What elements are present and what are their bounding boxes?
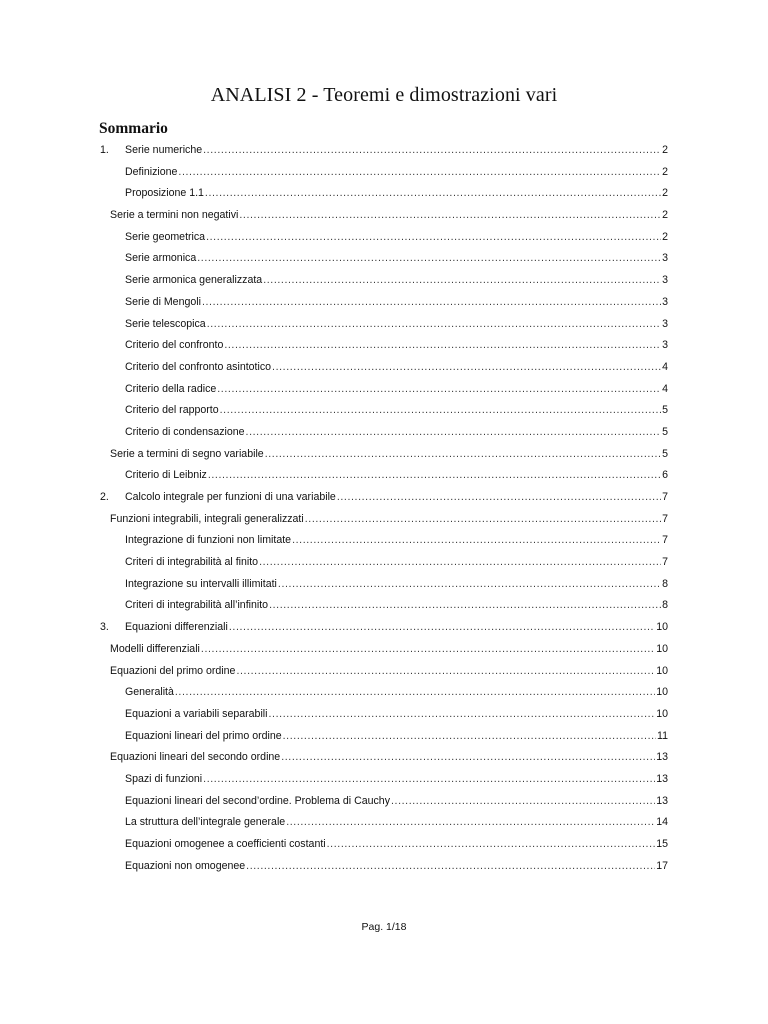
dot-leader (205, 187, 661, 199)
toc-entry-page[interactable]: 2 (662, 144, 668, 156)
toc-entry[interactable] (0, 747, 668, 769)
dot-leader (391, 795, 655, 807)
dot-leader (269, 599, 661, 611)
dot-leader (178, 166, 661, 178)
toc-entry[interactable] (0, 335, 668, 357)
toc-entry-title[interactable]: Serie di Mengoli (125, 295, 201, 308)
toc-entry[interactable] (0, 422, 668, 444)
toc-entry[interactable] (0, 314, 668, 336)
dot-leader (236, 665, 655, 677)
toc-entry-title[interactable]: Funzioni integrabili, integrali generalizzati (110, 512, 304, 525)
toc-entry[interactable] (0, 444, 668, 466)
toc-entry-page[interactable]: 5 (662, 425, 668, 438)
toc-entry-number: 3. (100, 621, 109, 634)
toc-entry-title[interactable]: Serie a termini non negativi (110, 209, 239, 222)
toc-entry-page[interactable]: 10 (656, 664, 668, 677)
toc-entry-title[interactable]: Equazioni non omogenee (125, 859, 246, 872)
toc-entry-title[interactable]: Criterio della radice (125, 382, 217, 395)
toc-entry-title[interactable]: Criteri di integrabilità al finito (125, 556, 259, 569)
dot-leader (283, 730, 656, 742)
document-title: ANALISI 2 - Teoremi e dimostrazioni vari (210, 84, 558, 106)
toc-entry-page[interactable]: 11 (657, 729, 668, 742)
dot-leader (292, 534, 661, 546)
toc-entry-page[interactable]: 2 (662, 165, 668, 178)
toc-entry-title[interactable]: Serie armonica generalizzata (125, 274, 263, 287)
toc-entry-page[interactable]: 8 (662, 577, 668, 590)
dot-leader (246, 860, 655, 872)
toc-entry-page[interactable]: 3 (662, 339, 668, 352)
dot-leader (208, 469, 661, 481)
toc-entry-page[interactable]: 7 (662, 512, 668, 525)
toc-entry-page[interactable]: 7 (662, 491, 668, 503)
toc-entry-page[interactable]: 2 (662, 230, 668, 243)
toc-entry-page[interactable]: 3 (662, 252, 668, 265)
toc-entry[interactable] (0, 856, 668, 878)
toc-entry-title[interactable]: Serie numeriche (125, 144, 203, 156)
toc-entry-page[interactable]: 10 (656, 621, 668, 634)
toc-entry[interactable] (0, 248, 668, 270)
toc-entry-page[interactable]: 5 (662, 404, 668, 417)
toc-entry-page[interactable]: 10 (656, 642, 668, 655)
dot-leader (337, 491, 661, 503)
toc-entry-title[interactable]: Equazioni del primo ordine (110, 664, 236, 677)
dot-leader (197, 252, 661, 264)
toc-entry-page[interactable]: 3 (662, 317, 668, 330)
dot-leader (202, 296, 661, 308)
toc-entry-page[interactable]: 13 (656, 772, 668, 785)
toc-entry[interactable] (0, 834, 668, 856)
toc-entry-page[interactable]: 5 (662, 447, 668, 460)
toc-entry[interactable] (0, 162, 668, 184)
dot-leader (269, 708, 656, 720)
toc-entry-title[interactable]: Generalità (125, 686, 174, 699)
toc-entry[interactable] (0, 769, 668, 791)
toc-entry-title[interactable]: Modelli differenziali (110, 642, 200, 655)
toc-entry-title[interactable]: Serie telescopica (125, 317, 206, 330)
toc-entry[interactable] (0, 509, 668, 531)
toc-entry[interactable] (0, 661, 668, 683)
toc-entry-page[interactable]: 2 (662, 209, 668, 222)
toc-entry[interactable] (0, 270, 668, 292)
toc-entry[interactable] (0, 726, 668, 748)
dot-leader (203, 144, 661, 156)
toc-entry-page[interactable]: 13 (656, 794, 668, 807)
dot-leader (220, 404, 661, 416)
toc-entry[interactable] (0, 487, 668, 509)
toc-entry[interactable] (0, 704, 668, 726)
table-of-contents (0, 140, 768, 877)
toc-entry-title[interactable]: Equazioni a variabili separabili (125, 707, 268, 720)
toc-entry-page[interactable]: 4 (662, 360, 668, 373)
toc-entry[interactable] (0, 140, 668, 162)
toc-entry-title[interactable]: Criterio di Leibniz (125, 469, 207, 482)
toc-entry-title[interactable]: Criterio del confronto asintotico (125, 360, 272, 373)
toc-entry-title[interactable]: Criterio del rapporto (125, 404, 219, 417)
toc-entry[interactable] (0, 812, 668, 834)
dot-leader (201, 643, 655, 655)
toc-entry-title[interactable]: Integrazione di funzioni non limitate (125, 534, 292, 547)
toc-entry-page[interactable]: 3 (662, 274, 668, 287)
toc-entry[interactable] (0, 639, 668, 661)
toc-entry[interactable] (0, 183, 668, 205)
toc-entry-page[interactable]: 10 (656, 707, 668, 720)
toc-entry-title[interactable]: Proposizione 1.1 (125, 187, 204, 200)
toc-entry[interactable] (0, 574, 668, 596)
toc-entry-title[interactable]: La struttura dell’integrale generale (125, 816, 286, 829)
toc-heading: Sommario (99, 120, 168, 137)
dot-leader (265, 448, 661, 460)
toc-entry[interactable] (0, 465, 668, 487)
toc-entry-title[interactable]: Equazioni lineari del secondo ordine (110, 751, 281, 764)
toc-entry-page[interactable]: 14 (656, 816, 668, 829)
toc-entry[interactable] (0, 205, 668, 227)
toc-entry[interactable] (0, 552, 668, 574)
dot-leader (229, 621, 655, 633)
dot-leader (263, 274, 661, 286)
toc-entry-title[interactable]: Serie armonica (125, 252, 197, 265)
toc-entry-title[interactable]: Spazi di funzioni (125, 772, 203, 785)
dot-leader (175, 686, 655, 698)
dot-leader (286, 816, 655, 828)
page-footer: Pag. 1/18 (361, 921, 407, 933)
toc-entry[interactable] (0, 379, 668, 401)
toc-entry-page[interactable]: 2 (662, 187, 668, 200)
toc-entry-title[interactable]: Equazioni lineari del primo ordine (125, 729, 282, 742)
toc-entry-page[interactable]: 15 (656, 838, 668, 850)
toc-entry[interactable] (0, 227, 668, 249)
toc-entry[interactable] (0, 400, 668, 422)
dot-leader (278, 578, 661, 590)
toc-entry[interactable] (0, 682, 668, 704)
toc-entry-number: 1. (100, 144, 109, 156)
toc-entry-title[interactable]: Criterio di condensazione (125, 425, 245, 438)
toc-entry-title[interactable]: Equazioni lineari del second’ordine. Problema di Cauchy (125, 794, 390, 807)
dot-leader (224, 339, 661, 351)
toc-entry-page[interactable]: 7 (662, 534, 668, 547)
toc-entry[interactable] (0, 292, 668, 314)
toc-entry[interactable] (0, 595, 668, 617)
toc-entry-title[interactable]: Integrazione su intervalli illimitati (125, 577, 277, 590)
toc-entry-title[interactable]: Definizione (125, 165, 178, 178)
dot-leader (281, 751, 655, 763)
toc-entry-title[interactable]: Serie geometrica (125, 230, 206, 243)
toc-entry[interactable] (0, 530, 668, 552)
toc-entry-title[interactable]: Equazioni omogenee a coefficienti costanti (125, 838, 326, 850)
dot-leader (207, 318, 661, 330)
toc-entry[interactable] (0, 791, 668, 813)
toc-entry-title[interactable]: Equazioni differenziali (125, 621, 228, 634)
toc-entry-title[interactable]: Criteri di integrabilità all’infinito (125, 599, 269, 612)
dot-leader (203, 773, 655, 785)
dot-leader (272, 361, 661, 373)
dot-leader (217, 383, 661, 395)
toc-entry-page[interactable]: 17 (656, 859, 668, 872)
dot-leader (327, 838, 656, 850)
toc-entry-page[interactable]: 13 (656, 751, 668, 764)
toc-entry-page[interactable]: 4 (662, 382, 668, 395)
toc-entry-page[interactable]: 3 (662, 295, 668, 308)
toc-entry-page[interactable]: 6 (662, 469, 668, 482)
dot-leader (246, 426, 662, 438)
dot-leader (206, 231, 661, 243)
dot-leader (259, 556, 661, 568)
toc-entry-title[interactable]: Calcolo integrale per funzioni di una variabile (125, 491, 336, 503)
toc-entry-page[interactable]: 10 (656, 686, 668, 699)
toc-entry-number: 2. (100, 491, 109, 503)
toc-entry[interactable] (0, 357, 668, 379)
dot-leader (305, 513, 661, 525)
toc-entry-title[interactable]: Serie a termini di segno variabile (110, 447, 264, 460)
toc-entry-title[interactable]: Criterio del confronto (125, 339, 224, 352)
toc-entry-page[interactable]: 8 (662, 599, 668, 612)
toc-entry[interactable] (0, 617, 668, 639)
dot-leader (239, 209, 661, 221)
toc-entry-page[interactable]: 7 (662, 556, 668, 569)
